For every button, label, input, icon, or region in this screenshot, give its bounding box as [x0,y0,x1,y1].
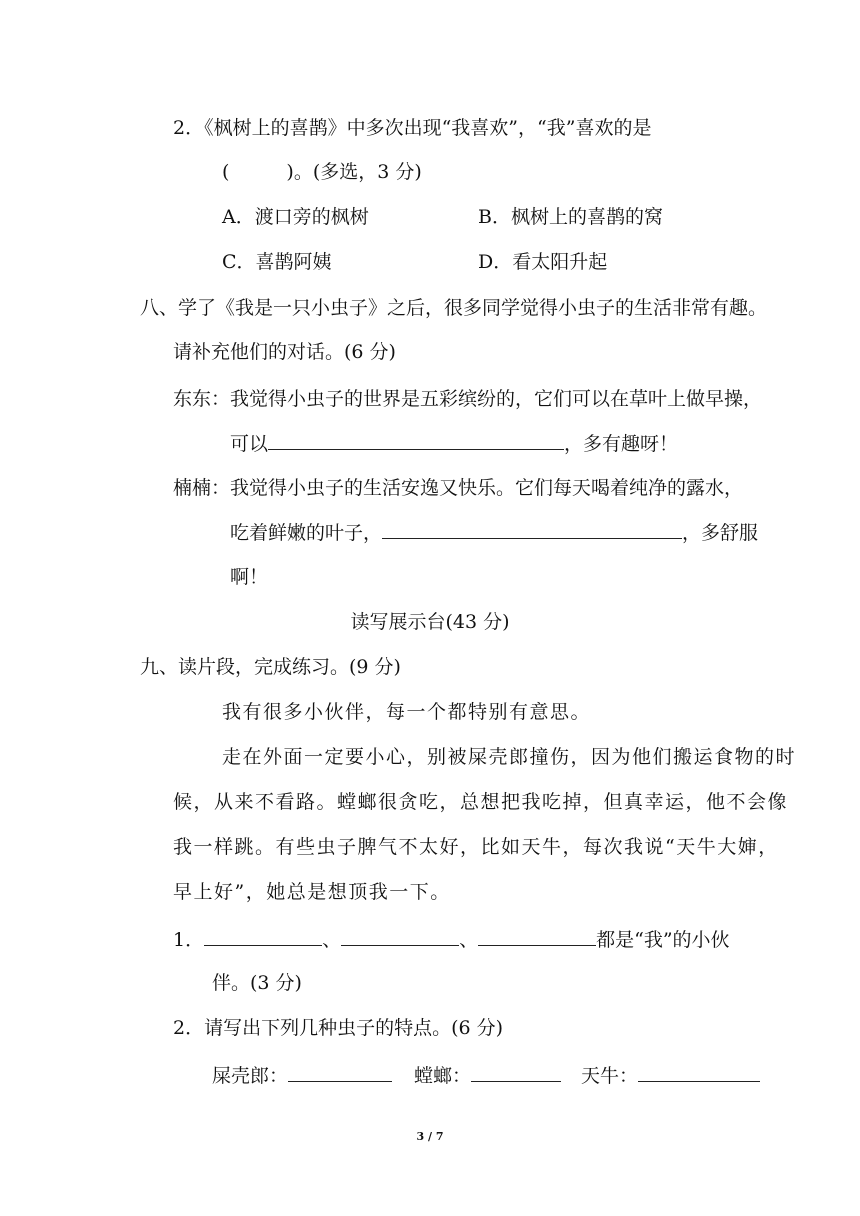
q9-heading: 九、读片段，完成练习。(9 分) [140,656,401,678]
longhorn-beetle-blank[interactable] [638,1063,760,1082]
separator-1: 、 [322,929,342,951]
q9-1-suffix: 都是“我”的小伙 [596,929,730,951]
passage-line-2: 候，从来不看路。螳螂很贪吃，总想把我吃掉，但真幸运，他不会像 [173,791,789,813]
partner-blank-3[interactable] [478,927,596,946]
q9-2-question: 2．请写出下列几种虫子的特点。(6 分) [173,1017,504,1039]
dongdong-answer-blank[interactable] [268,431,564,450]
q9-1-number: 1． [173,929,205,951]
dongdong-line-2 [230,431,678,456]
nannan-answer-blank[interactable] [382,520,682,539]
nannan-prefix: 吃着鲜嫩的叶子， [230,522,383,544]
option-a: A．渡口旁的枫树 [222,206,369,228]
q9-1-line-2: 伴。(3 分) [212,972,302,994]
dongdong-line-1: 东东：我觉得小虫子的世界是五彩缤纷的，它们可以在草叶上做早操， [173,388,763,410]
dung-beetle-blank[interactable] [288,1063,392,1082]
page-number: 3 / 7 [416,1130,444,1143]
separator-2: 、 [459,929,479,951]
partner-blank-2[interactable] [341,927,459,946]
dongdong-suffix: ，多有趣呀！ [564,433,679,455]
passage-line-4: 早上好”，她总是想顶我一下。 [173,881,451,903]
q9-1-line [173,927,730,952]
passage-line-1: 走在外面一定要小心，别被屎壳郎撞伤，因为他们搬运食物的时 [222,746,797,768]
passage-paragraph-1: 我有很多小伙伴，每一个都特别有意思。 [222,701,592,723]
q9-2-answers [212,1063,760,1088]
nannan-suffix: ，多舒服 [682,522,759,544]
nannan-line-1: 楠楠：我觉得小虫子的生活安逸又快乐。它们每天喝着纯净的露水， [173,477,744,499]
nannan-line-2 [230,520,758,545]
dongdong-prefix: 可以 [230,433,269,455]
q8-heading: 八、学了《我是一只小虫子》之后，很多同学觉得小虫子的生活非常有趣。 [140,297,768,319]
mantis-blank[interactable] [471,1063,561,1082]
q8-instruction: 请补充他们的对话。(6 分) [173,341,396,363]
mantis-label: 螳螂： [414,1065,472,1087]
nannan-line-3: 啊！ [230,566,269,588]
q7-2-stem-cont: ( )。(多选，3 分) [222,161,422,183]
option-b: B．枫树上的喜鹊的窝 [478,206,663,228]
q7-2-stem: 2．《枫树上的喜鹊》中多次出现“我喜欢”，“我”喜欢的是 [173,117,652,139]
option-c: C．喜鹊阿姨 [222,251,332,273]
section-title: 读写展示台(43 分) [350,611,510,633]
passage-line-3: 我一样跳。有些虫子脾气不太好，比如天牛，每次我说“天牛大婶， [173,836,779,858]
longhorn-beetle-label: 天牛： [581,1065,639,1087]
partner-blank-1[interactable] [204,927,322,946]
dung-beetle-label: 屎壳郎： [212,1065,289,1087]
option-d: D．看太阳升起 [478,251,608,273]
